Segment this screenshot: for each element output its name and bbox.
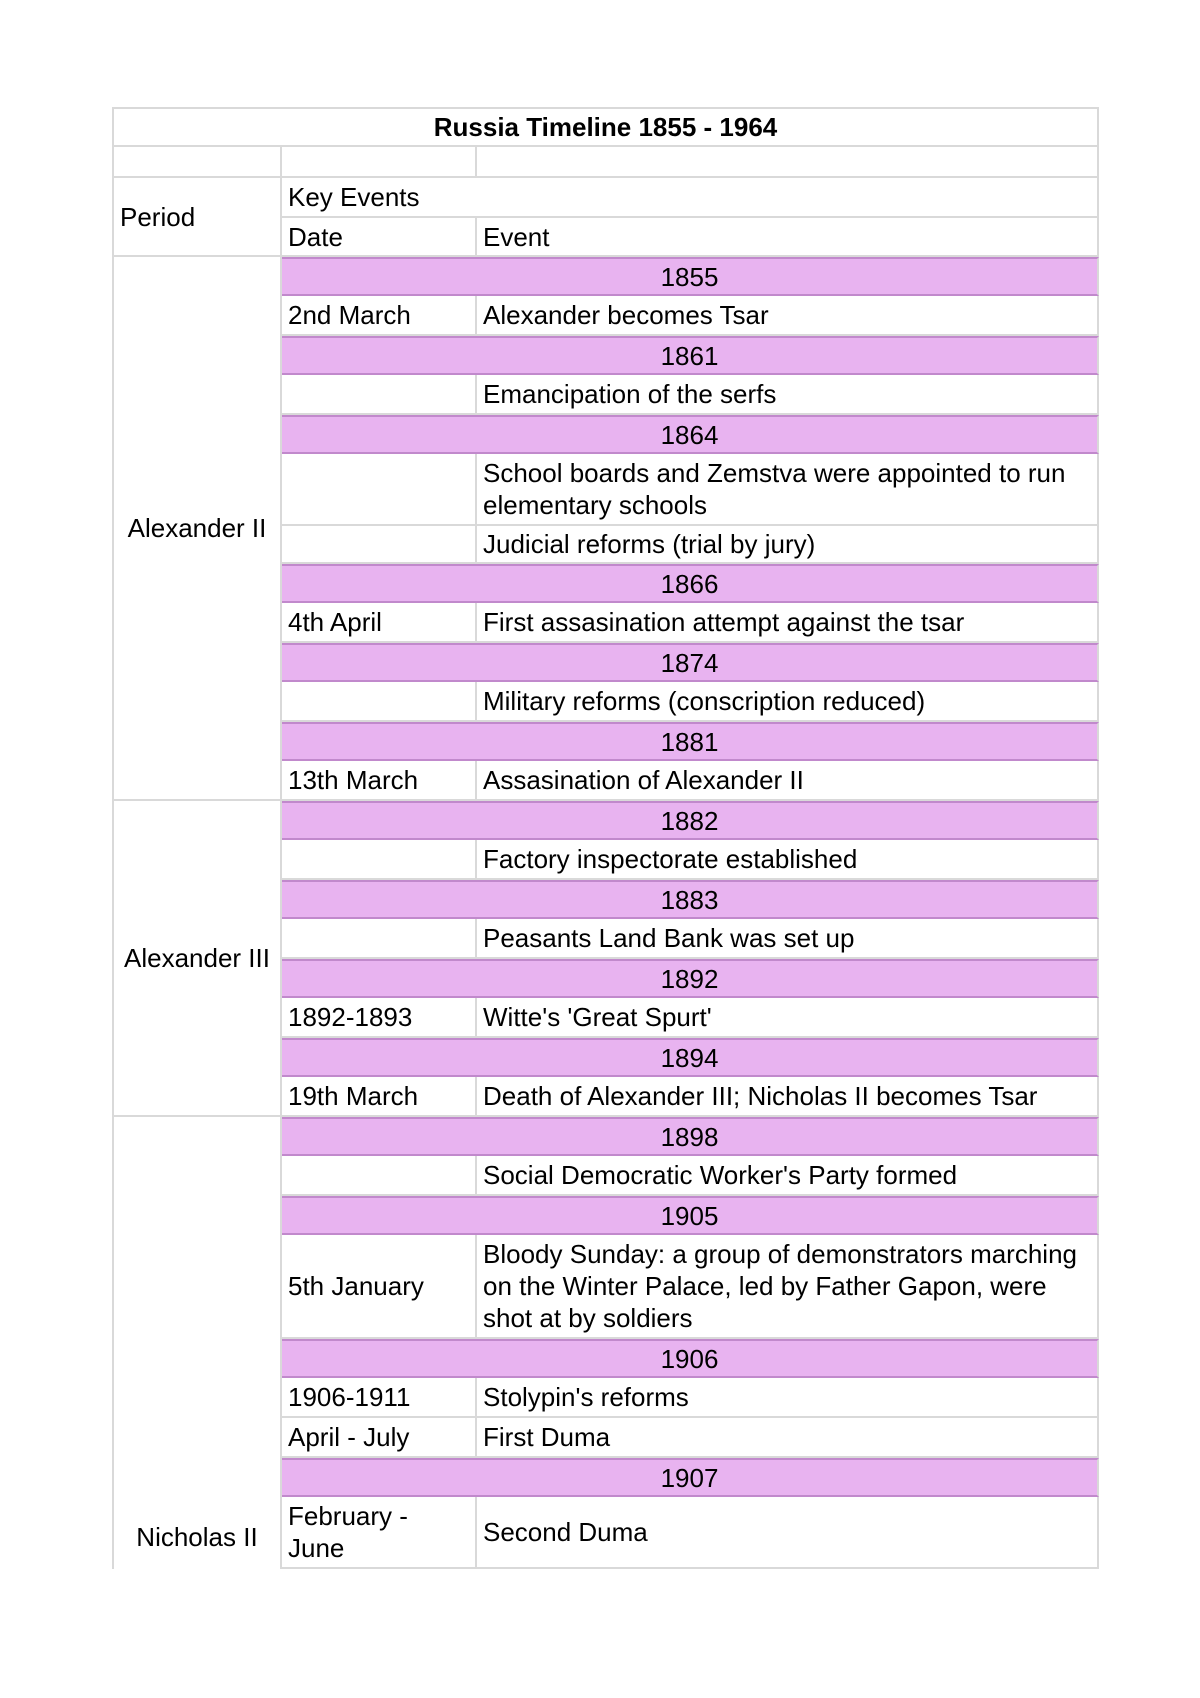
table-title: Russia Timeline 1855 - 1964 bbox=[112, 107, 1099, 147]
event-date: 19th March bbox=[282, 1077, 477, 1117]
year-band: 1874 bbox=[282, 643, 1099, 682]
event-text: Judicial reforms (trial by jury) bbox=[477, 526, 1099, 564]
event-text: First Duma bbox=[477, 1418, 1099, 1458]
blank-cell bbox=[477, 147, 1099, 178]
year-band: 1906 bbox=[282, 1339, 1099, 1378]
period-alexander-iii: Alexander III bbox=[112, 801, 282, 1117]
event-text: Second Duma bbox=[477, 1497, 1099, 1569]
event-text: Social Democratic Worker's Party formed bbox=[477, 1156, 1099, 1196]
event-text: Witte's 'Great Spurt' bbox=[477, 998, 1099, 1038]
event-date: 2nd March bbox=[282, 296, 477, 336]
event-date bbox=[282, 1156, 477, 1196]
header-event: Event bbox=[477, 218, 1099, 257]
header-period: Period bbox=[112, 178, 282, 257]
event-date bbox=[282, 454, 477, 526]
year-band: 1905 bbox=[282, 1196, 1099, 1235]
event-date bbox=[282, 919, 477, 959]
event-text: Factory inspectorate established bbox=[477, 840, 1099, 880]
year-band: 1881 bbox=[282, 722, 1099, 761]
blank-cell bbox=[282, 147, 477, 178]
event-text: Emancipation of the serfs bbox=[477, 375, 1099, 415]
year-band: 1907 bbox=[282, 1458, 1099, 1497]
event-text: Assasination of Alexander II bbox=[477, 761, 1099, 801]
blank-cell bbox=[112, 147, 282, 178]
year-band: 1866 bbox=[282, 564, 1099, 603]
header-key-events: Key Events bbox=[282, 178, 1099, 218]
period-nicholas-ii: Nicholas II bbox=[112, 1117, 282, 1569]
event-date bbox=[282, 526, 477, 564]
event-text: Peasants Land Bank was set up bbox=[477, 919, 1099, 959]
event-date: April - July bbox=[282, 1418, 477, 1458]
header-date: Date bbox=[282, 218, 477, 257]
year-band: 1882 bbox=[282, 801, 1099, 840]
event-date: 4th April bbox=[282, 603, 477, 643]
event-text: Death of Alexander III; Nicholas II becomes Tsar bbox=[477, 1077, 1099, 1117]
event-date bbox=[282, 375, 477, 415]
year-band: 1861 bbox=[282, 336, 1099, 375]
event-date: 13th March bbox=[282, 761, 477, 801]
timeline-table bbox=[112, 107, 1099, 1569]
year-band: 1898 bbox=[282, 1117, 1099, 1156]
event-date: 1906-1911 bbox=[282, 1378, 477, 1418]
event-text: Military reforms (conscription reduced) bbox=[477, 682, 1099, 722]
event-date: 5th January bbox=[282, 1235, 477, 1339]
event-date: February - June bbox=[282, 1497, 477, 1569]
year-band: 1864 bbox=[282, 415, 1099, 454]
event-date bbox=[282, 682, 477, 722]
event-text: Bloody Sunday: a group of demonstrators marching on the Winter Palace, led by Father Gapon, were shot at by soldiers bbox=[477, 1235, 1099, 1339]
event-date: 1892-1893 bbox=[282, 998, 477, 1038]
period-alexander-ii: Alexander II bbox=[112, 257, 282, 801]
event-text: First assasination attempt against the tsar bbox=[477, 603, 1099, 643]
year-band: 1894 bbox=[282, 1038, 1099, 1077]
year-band: 1892 bbox=[282, 959, 1099, 998]
event-text: Stolypin's reforms bbox=[477, 1378, 1099, 1418]
event-text: School boards and Zemstva were appointed to run elementary schools bbox=[477, 454, 1099, 526]
year-band: 1883 bbox=[282, 880, 1099, 919]
event-date bbox=[282, 840, 477, 880]
year-band: 1855 bbox=[282, 257, 1099, 296]
event-text: Alexander becomes Tsar bbox=[477, 296, 1099, 336]
